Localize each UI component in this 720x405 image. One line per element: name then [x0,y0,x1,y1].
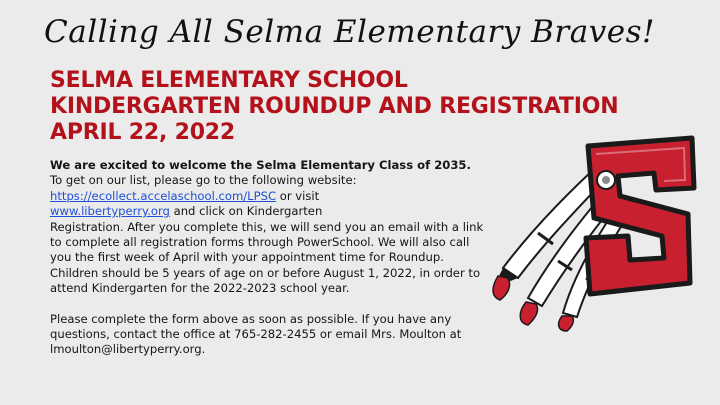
or-visit-text: or visit [276,188,320,203]
lead-sentence: We are excited to welcome the Selma Elementary Class of 2035. [50,158,471,172]
s-letter-icon [586,138,694,294]
libertyperry-link[interactable]: www.libertyperry.org [50,204,170,219]
body-text [50,158,490,358]
paragraph-registration [50,158,490,297]
click-kindergarten-text: and click on Kindergarten [169,204,323,219]
braves-logo [478,118,703,333]
title-school: SELMA ELEMENTARY SCHOOL [50,68,408,93]
title-date: APRIL 22, 2022 [50,120,236,145]
title-event: KINDERGARTEN ROUNDUP AND REGISTRATION [50,94,619,119]
headline: Calling All Selma Elementary Braves! [44,14,655,50]
ecollect-link[interactable]: https://ecollect.accelaschool.com/LPSC [50,188,277,203]
registration-details: Registration. After you complete this, we will send you an email with a link to complete all registration forms through PowerSchool. We will also call you the first week of April with your appointment time for Roundup. Children should be 5 years of age on or before August 1, 2022, in order to attend Kindergarten for the 2022-2023 school year. [50,219,484,296]
paragraph-contact: Please complete the form above as soon as possible. If you have any questions, contact the office at 765-282-2455 or email Mrs. Moulton at lmoulton@libertyperry.org. [50,311,462,357]
website-instruction: To get on our list, please go to the following website: [50,173,357,188]
